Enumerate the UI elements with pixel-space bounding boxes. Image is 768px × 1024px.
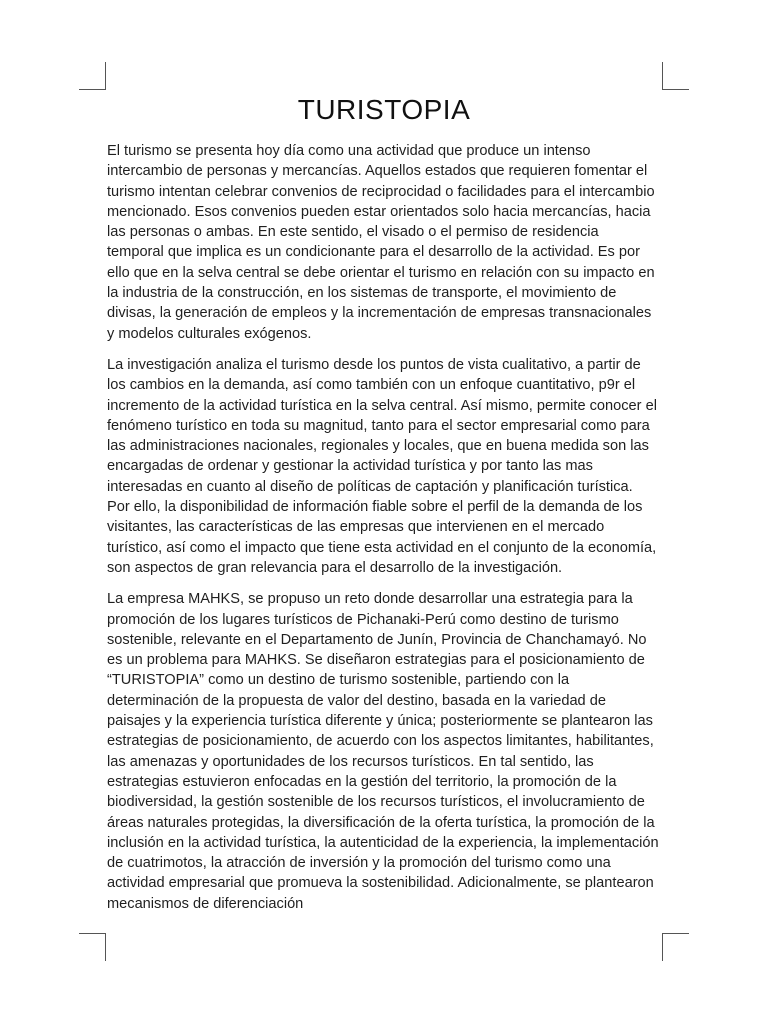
crop-mark-line [662, 933, 689, 934]
document-body [107, 141, 659, 925]
crop-mark-line [662, 62, 663, 90]
crop-mark-line [79, 933, 106, 934]
crop-mark-line [105, 62, 106, 90]
document-title: TURISTOPIA [297, 94, 471, 125]
crop-mark-line [662, 933, 663, 961]
paragraph-1: El turismo se presenta hoy día como una actividad que produce un intenso intercambio de personas y mercancías. Aquellos estados que requieren fomentar el turismo intentan celebrar convenios de reciprocidad o facilidades para el intercambio mencionado. Esos convenios pueden estar orientados solo hacia mercancías, hacia las personas o ambas. En este sentido, el visado o el permiso de residencia temporal que implica es un condicionante para el desarrollo de la actividad. Es por ello que en la selva central se debe orientar el turismo en relación con su impacto en la industria de la construcción, en los sistemas de transporte, el movimiento de divisas, la generación de empleos y la incrementación de empresas transnacionales y modelos culturales exógenos. [107, 143, 655, 342]
paragraph-2: La investigación analiza el turismo desde los puntos de vista cualitativo, a partir de los cambios en la demanda, así como también con un enfoque cuantitativo, p9r el incremento de la actividad turística en la selva central. Así mismo, permite conocer el fenómeno turístico en toda su magnitud, tanto para el sector empresarial como para las administraciones nacionales, regionales y locales, que en buena medida son las encargadas de ordenar y gestionar la actividad turística y por tanto las mas interesadas en cuanto al diseño de políticas de captación y planificación turística. Por ello, la disponibilidad de información fiable sobre el perfil de la demanda de los visitantes, las características de las empresas que intervienen en el mercado turístico, así como el impacto que tiene esta actividad en el conjunto de la economía, son aspectos de gran relevancia para el desarrollo de la investigación. [107, 356, 657, 576]
paragraph-3: La empresa MAHKS, se propuso un reto donde desarrollar una estrategia para la promoción de los lugares turísticos de Pichanaki-Perú como destino de turismo sostenible, relevante en el Departamento de Junín, Provincia de Chanchamayó. No es un problema para MAHKS. Se diseñaron estrategias para el posicionamiento de “TURISTOPIA” como un destino de turismo sostenible, partiendo con la determinación de la propuesta de valor del destino, basada en la variedad de paisajes y la experiencia turística diferente y única; posteriormente se plantearon las estrategias de posicionamiento, de acuerdo con los aspectos limitantes, habilitantes, las amenazas y oportunidades de los recursos turísticos. En tal sentido, las estrategias estuvieron enfocadas en la gestión del territorio, la promoción de la biodiversidad, la gestión sostenible de los recursos turísticos, el involucramiento de áreas naturales protegidas, la diversificación de la oferta turística, la promoción de la inclusión en la actividad turística, la autenticidad de la experiencia, la implementación de cuatrimotos, la atracción de inversión y la promoción del turismo como una actividad empresarial que promueva la sostenibilidad. Adicionalmente, se plantearon mecanismos de diferenciación [107, 591, 659, 912]
crop-mark-line [105, 933, 106, 961]
